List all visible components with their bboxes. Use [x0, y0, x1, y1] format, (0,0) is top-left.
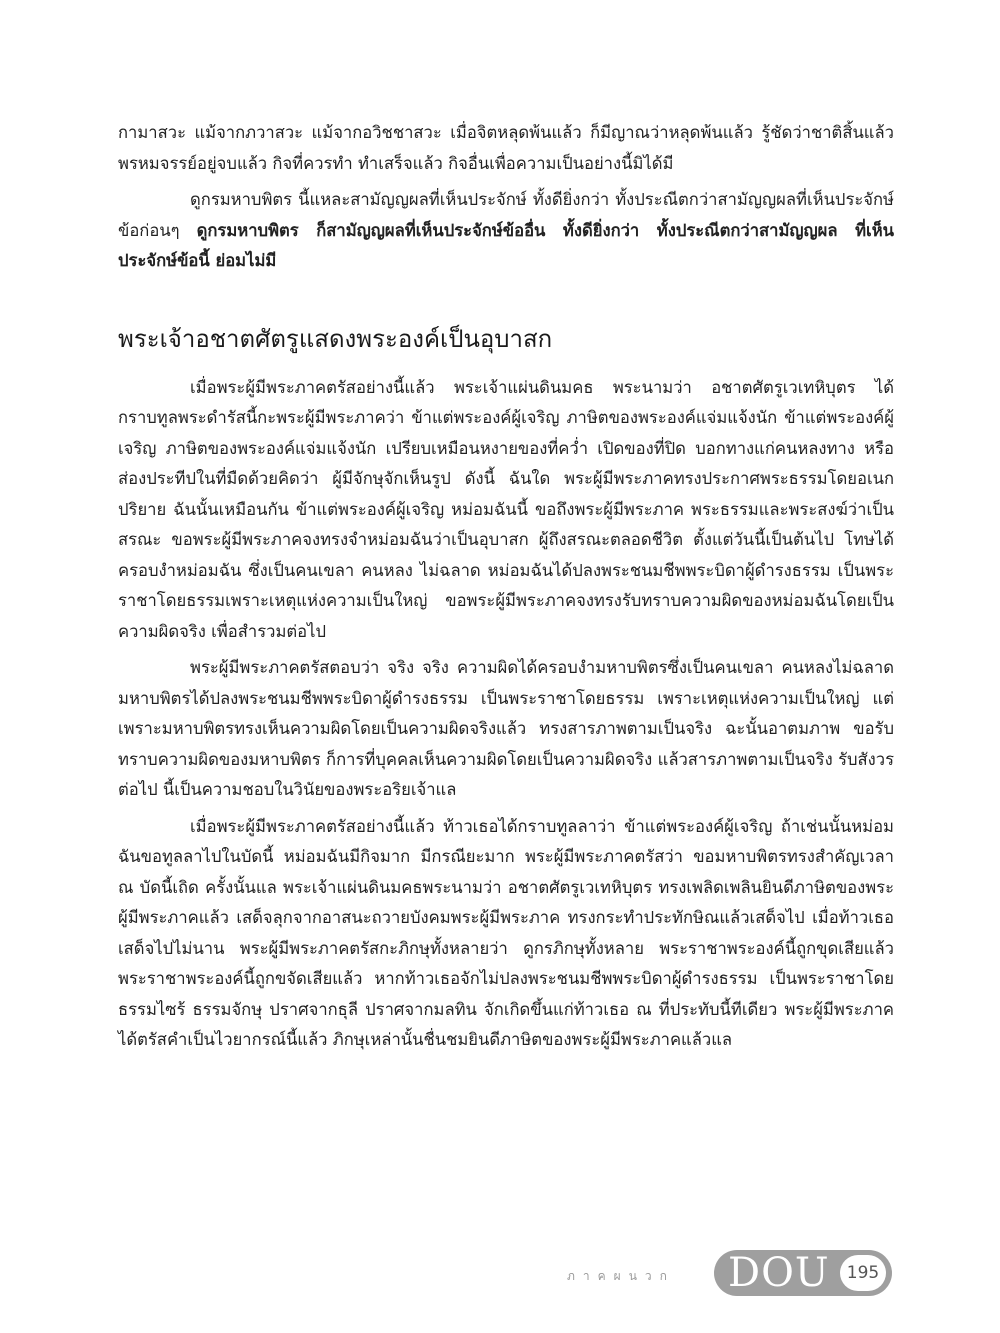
- paragraph-body-3: เมื่อพระผู้มีพระภาคตรัสอย่างนี้แล้ว ท้าวเธอได้กราบทูลลาว่า ข้าแต่พระองค์ผู้เจริญ ถ้าเช่นนั้นหม่อมฉันขอทูลลาไปในบัดนี้ หม่อมฉันมีกิจมาก มีกรณียะมาก พระผู้มีพระภาคตรัสว่า ขอมหาบพิตรทรงสำคัญเวลา ณ บัดนี้เถิด ครั้งนั้นแล พระเจ้าแผ่นดินมคธพระนามว่า อชาตศัตรูเวเทหิบุตร ทรงเพลิดเพลินยินดีภาษิตของพระผู้มีพระภาคแล้ว เสด็จลุกจากอาสนะถวายบังคมพระผู้มีพระภาค ทรงกระทำประทักษิณแล้วเสด็จไป เมื่อท้าวเธอเสด็จไปไม่นาน พระผู้มีพระภาคตรัสกะภิกษุทั้งหลายว่า ดูกรภิกษุทั้งหลาย พระราชาพระองค์นี้ถูกขุดเสียแล้ว พระราชาพระองค์นี้ถูกขจัดเสียแล้ว หากท้าวเธอจักไม่ปลงพระชนมชีพพระบิดาผู้ดำรงธรรม เป็นพระราชาโดยธรรมไซร้ ธรรมจักษุ ปราศจากธุลี ปราศจากมลทิน จักเกิดขึ้นแก่ท้าวเธอ ณ ที่ประทับนี้ทีเดียว พระผู้มีพระภาคได้ตรัสคำเป็นไวยากรณ์นี้แล้ว ภิกษุเหล่านั้นชื่นชมยินดีภาษิตของพระผู้มีพระภาคแล้วแล: [118, 816, 894, 1049]
- paragraph-text: ดูกรมหาบพิตร นี้แหละสามัญญผลที่เห็นประจักษ์ ทั้งดียิ่งกว่า ทั้งประณีตกว่าสามัญญผลที่เห็นประจักษ์ข้อก่อนๆ: [118, 190, 894, 240]
- paragraph-intro: กามาสวะ แม้จากภวาสวะ แม้จากอวิชชาสวะ เมื่อจิตหลุดพ้นแล้ว ก็มีญาณว่าหลุดพ้นแล้ว รู้ชัดว่าชาติสิ้นแล้ว พรหมจรรย์อยู่จบแล้ว กิจที่ควรทำ ทำเสร็จแล้ว กิจอื่นเพื่อความเป็นอย่างนี้มิได้มี: [118, 123, 894, 173]
- paragraph-body-2: พระผู้มีพระภาคตรัสตอบว่า จริง จริง ความผิดได้ครอบงำมหาบพิตรซึ่งเป็นคนเขลา คนหลงไม่ฉลาด มหาบพิตรได้ปลงพระชนมชีพพระบิดาผู้ดำรงธรรม เป็นพระราชาโดยธรรม เพราะเหตุแห่งความเป็นใหญ่ แต่เพราะมหาบพิตรทรงเห็นความผิดโดยเป็นความผิดจริงแล้ว ทรงสารภาพตามเป็นจริง ฉะนั้นอาตมภาพ ขอรับทราบความผิดของมหาบพิตร ก็การที่บุคคลเห็นความผิดโดยเป็นความผิดจริง แล้วสารภาพตามเป็นจริง รับสังวรต่อไป นี้เป็นความชอบในวินัยของพระอริยเจ้าแล: [118, 658, 894, 799]
- page-body: [118, 118, 894, 1062]
- section-heading: พระเจ้าอชาตศัตรูแสดงพระองค์เป็นอุบาสก: [118, 324, 553, 353]
- paragraph-samannaphala: [118, 185, 894, 277]
- paragraph-bold-text: ดูกรมหาบพิตร ก็สามัญญผลที่เห็นประจักษ์ข้ออื่น ทั้งดียิ่งกว่า ทั้งประณีตกว่าสามัญญผล ที่เห็นประจักษ์ข้อนี้ ย่อมไม่มี: [118, 220, 894, 270]
- footer-section-label: ภาคผนวก: [567, 1269, 675, 1283]
- footer-badge: [714, 1250, 892, 1296]
- page-number: 195: [840, 1255, 886, 1291]
- paragraph-body-1: เมื่อพระผู้มีพระภาคตรัสอย่างนี้แล้ว พระเจ้าแผ่นดินมคธ พระนามว่า อชาตศัตรูเวเทหิบุตร ได้กราบทูลพระดำรัสนี้กะพระผู้มีพระภาคว่า ข้าแต่พระองค์ผู้เจริญ ภาษิตของพระองค์แจ่มแจ้งนัก ข้าแต่พระองค์ผู้เจริญ ภาษิตของพระองค์แจ่มแจ้งนัก เปรียบเหมือนหงายของที่คว่ำ เปิดของที่ปิด บอกทางแก่คนหลงทาง หรือส่องประทีปในที่มืดด้วยคิดว่า ผู้มีจักษุจักเห็นรูป ดังนี้ ฉันใด พระผู้มีพระภาคทรงประกาศพระธรรมโดยอเนกปริยาย ฉันนั้นเหมือนกัน ข้าแต่พระองค์ผู้เจริญ หม่อมฉันนี้ ขอถึงพระผู้มีพระภาค พระธรรมและพระสงฆ์ว่าเป็นสรณะ ขอพระผู้มีพระภาคจงทรงจำหม่อมฉันว่าเป็นอุบาสก ผู้ถึงสรณะตลอดชีวิต ตั้งแต่วันนี้เป็นต้นไป โทษได้ครอบงำหม่อมฉัน ซึ่งเป็นคนเขลา คนหลง ไม่ฉลาด หม่อมฉันได้ปลงพระชนมชีพพระบิดาผู้ดำรงธรรม เป็นพระราชาโดยธรรมเพราะเหตุแห่งความเป็นใหญ่ ขอพระผู้มีพระภาคจงทรงรับทราบความผิดของหม่อมฉันโดยเป็นความผิดจริง เพื่อสำรวมต่อไป: [118, 377, 894, 641]
- brand-logo: DOU: [728, 1250, 830, 1296]
